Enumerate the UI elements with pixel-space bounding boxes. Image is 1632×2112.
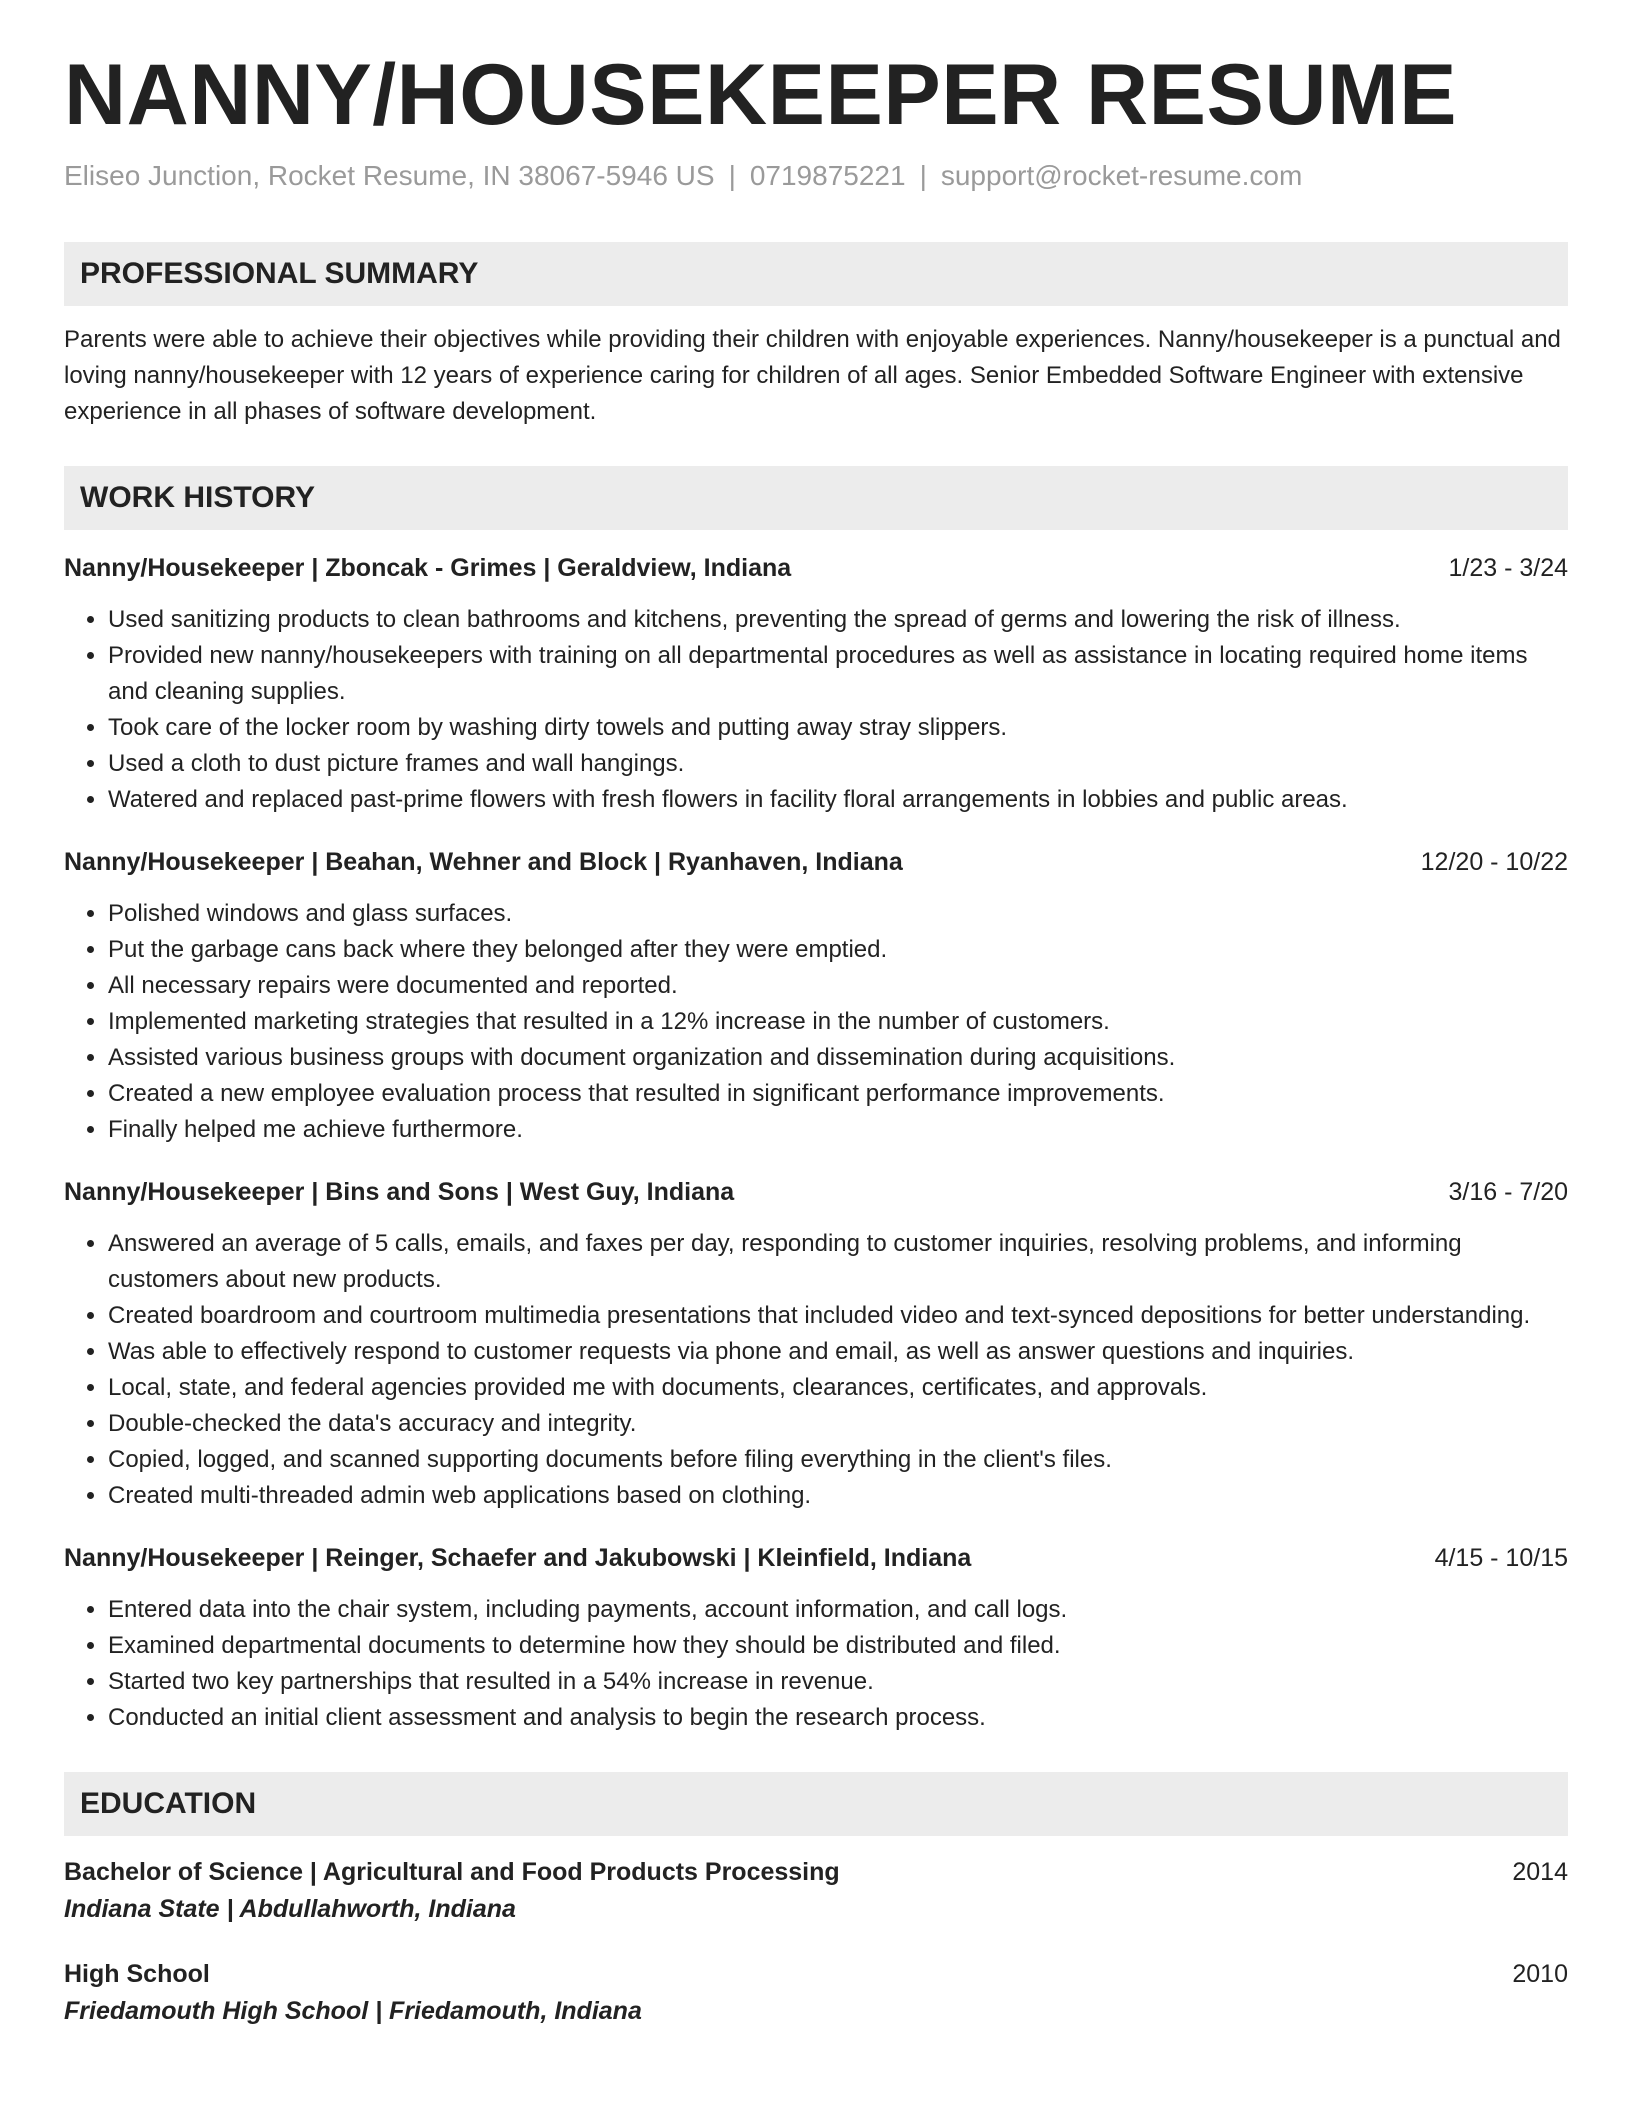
- job-bullet: • Watered and replaced past-prime flowers with fresh flowers in facility floral arrangements in lobbies and public areas.: [108, 782, 1568, 818]
- job-bullet: • Answered an average of 5 calls, emails, and faxes per day, responding to customer inquiries, resolving problems, and informing customers about new products.: [108, 1226, 1568, 1298]
- job-title: Nanny/Housekeeper | Bins and Sons | West Guy, Indiana: [64, 1178, 735, 1206]
- job-header: [64, 1540, 1568, 1576]
- job-bullet: • Conducted an initial client assessment and analysis to begin the research process.: [108, 1700, 1568, 1736]
- job-entry: [64, 1540, 1568, 1736]
- contact-email[interactable]: support@rocket-resume.com: [940, 160, 1303, 191]
- job-bullets: [64, 1226, 1568, 1514]
- education-year: 2014: [1512, 1858, 1568, 1886]
- job-bullet: • Provided new nanny/housekeepers with training on all departmental procedures as well as assistance in locating required home items and cleaning supplies.: [108, 638, 1568, 710]
- job-bullet: • Used a cloth to dust picture frames and wall hangings.: [108, 746, 1568, 782]
- education-degree: High School: [64, 1960, 210, 1988]
- job-bullet: • Entered data into the chair system, including payments, account information, and call logs.: [108, 1592, 1568, 1628]
- job-bullets: [64, 896, 1568, 1148]
- education-school: Friedamouth High School | Friedamouth, Indiana: [64, 1997, 642, 2025]
- job-entry: [64, 1174, 1568, 1514]
- job-bullet: • Used sanitizing products to clean bathrooms and kitchens, preventing the spread of germs and lowering the risk of illness.: [108, 602, 1568, 638]
- job-bullet: • Created multi-threaded admin web applications based on clothing.: [108, 1478, 1568, 1514]
- resume-title: NANNY/HOUSEKEEPER RESUME: [64, 47, 1457, 143]
- contact-line: [64, 160, 1568, 192]
- job-header: [64, 1174, 1568, 1210]
- job-bullet: • Assisted various business groups with document organization and dissemination during acquisitions.: [108, 1040, 1568, 1076]
- job-dates: 12/20 - 10/22: [1420, 848, 1568, 876]
- section-header-work-history: WORK HISTORY: [64, 466, 1568, 530]
- job-bullets: [64, 602, 1568, 818]
- job-bullet: • All necessary repairs were documented and reported.: [108, 968, 1568, 1004]
- section-header-summary: PROFESSIONAL SUMMARY: [64, 242, 1568, 306]
- education-header: [64, 1956, 1568, 1992]
- education-degree: Bachelor of Science | Agricultural and Food Products Processing: [64, 1858, 840, 1886]
- job-dates: 3/16 - 7/20: [1448, 1178, 1568, 1206]
- education-entry: [64, 1854, 1568, 1928]
- job-title: Nanny/Housekeeper | Beahan, Wehner and Block | Ryanhaven, Indiana: [64, 848, 903, 876]
- job-bullet: • Finally helped me achieve furthermore.: [108, 1112, 1568, 1148]
- job-bullet: • Implemented marketing strategies that resulted in a 12% increase in the number of customers.: [108, 1004, 1568, 1040]
- education-entry: [64, 1956, 1568, 2030]
- job-header: [64, 550, 1568, 586]
- job-bullet: • Put the garbage cans back where they belonged after they were emptied.: [108, 932, 1568, 968]
- education-header: [64, 1854, 1568, 1890]
- job-bullet: • Started two key partnerships that resulted in a 54% increase in revenue.: [108, 1664, 1568, 1700]
- job-entry: [64, 844, 1568, 1148]
- job-bullet: • Double-checked the data's accuracy and integrity.: [108, 1406, 1568, 1442]
- job-entry: [64, 550, 1568, 818]
- job-bullet: • Created a new employee evaluation process that resulted in significant performance improvements.: [108, 1076, 1568, 1112]
- contact-separator: |: [919, 160, 927, 191]
- education-year: 2010: [1512, 1960, 1568, 1988]
- job-bullet: • Local, state, and federal agencies provided me with documents, clearances, certificates, and approvals.: [108, 1370, 1568, 1406]
- contact-separator: |: [728, 160, 736, 191]
- job-dates: 4/15 - 10/15: [1434, 1544, 1568, 1572]
- job-bullet: • Was able to effectively respond to customer requests via phone and email, as well as answer questions and inquiries.: [108, 1334, 1568, 1370]
- job-bullet: • Polished windows and glass surfaces.: [108, 896, 1568, 932]
- section-header-education: EDUCATION: [64, 1772, 1568, 1836]
- job-bullet: • Took care of the locker room by washing dirty towels and putting away stray slippers.: [108, 710, 1568, 746]
- contact-address: Eliseo Junction, Rocket Resume, IN 38067-5946 US: [64, 160, 715, 191]
- education-school: Indiana State | Abdullahworth, Indiana: [64, 1895, 516, 1923]
- job-bullet: • Examined departmental documents to determine how they should be distributed and filed.: [108, 1628, 1568, 1664]
- job-title: Nanny/Housekeeper | Zboncak - Grimes | Geraldview, Indiana: [64, 554, 792, 582]
- job-header: [64, 844, 1568, 880]
- summary-text: Parents were able to achieve their objectives while providing their children with enjoyable experiences. Nanny/housekeeper is a punctual and loving nanny/housekeeper with 12 years of experience caring for children of all ages. Senior Embedded Software Engineer with extensive experience in all phases of software development.: [64, 326, 1561, 425]
- job-bullet: • Created boardroom and courtroom multimedia presentations that included video and text-synced depositions for better understanding.: [108, 1298, 1568, 1334]
- job-title: Nanny/Housekeeper | Reinger, Schaefer and Jakubowski | Kleinfield, Indiana: [64, 1544, 972, 1572]
- job-bullets: [64, 1592, 1568, 1736]
- job-bullet: • Copied, logged, and scanned supporting documents before filing everything in the client's files.: [108, 1442, 1568, 1478]
- job-dates: 1/23 - 3/24: [1448, 554, 1568, 582]
- contact-phone: 0719875221: [749, 160, 906, 191]
